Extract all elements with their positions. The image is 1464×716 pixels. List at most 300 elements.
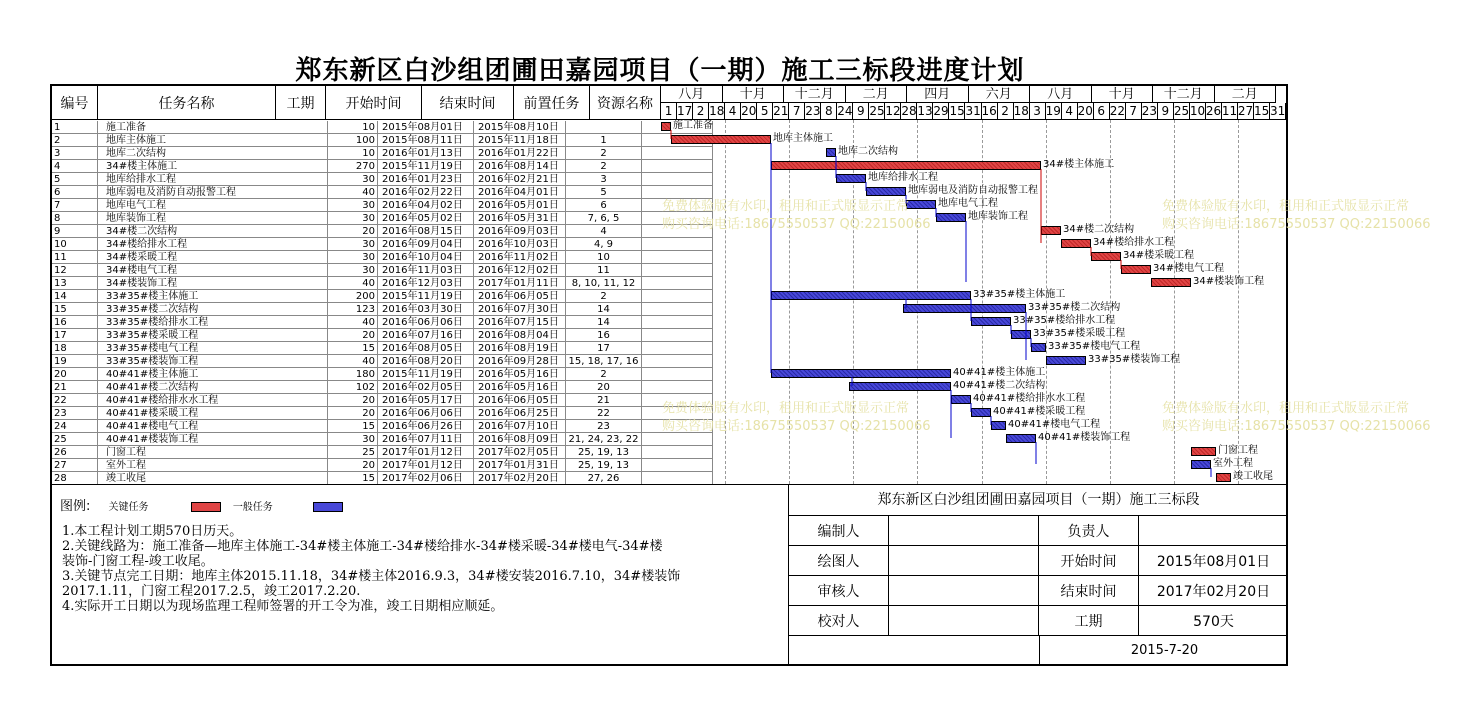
task-bar[interactable] xyxy=(826,148,836,157)
title-block-title: 郑东新区白沙组团圃田嘉园项目（一期）施工三标段 xyxy=(789,485,1288,516)
timeline-day: 25 xyxy=(1173,104,1190,118)
cell-name: 33#35#楼采暖工程 xyxy=(98,329,328,342)
cell-id: 19 xyxy=(52,355,98,368)
task-bar[interactable] xyxy=(1031,343,1046,352)
cell-pred: 2 xyxy=(566,160,642,173)
cell-start: 2016年07月11日 xyxy=(378,433,474,446)
timeline-month: 四月 xyxy=(907,86,969,103)
task-bar[interactable] xyxy=(771,161,1041,170)
table-row[interactable] xyxy=(52,316,661,329)
cell-start: 2015年11月19日 xyxy=(378,160,474,173)
table-row[interactable] xyxy=(52,277,661,290)
task-bar-label: 竣工收尾 xyxy=(1233,471,1273,482)
task-bar[interactable] xyxy=(1191,447,1216,456)
task-bar-label: 室外工程 xyxy=(1213,458,1253,469)
cell-duration: 10 xyxy=(328,121,378,134)
cell-start: 2016年10月04日 xyxy=(378,251,474,264)
cell-pred: 8, 10, 11, 12 xyxy=(566,277,642,290)
legend-crit-label: 关键任务 xyxy=(108,502,149,513)
table-row[interactable] xyxy=(52,173,661,186)
cell-pred: 5 xyxy=(566,186,642,199)
cell-start: 2016年05月17日 xyxy=(378,394,474,407)
task-bar-label: 33#35#楼采暖工程 xyxy=(1033,328,1126,339)
note-2: 2.关键线路为：施工准备—地库主体施工-34#楼主体施工-34#楼给排水-34#楼采暖-34#楼电气-34#楼 装饰-门窗工程-竣工收尾。 xyxy=(62,539,663,569)
table-row[interactable] xyxy=(52,342,661,355)
cell-name: 室外工程 xyxy=(98,459,328,472)
task-bar-label: 地库主体施工 xyxy=(773,133,833,144)
task-bar[interactable] xyxy=(1006,434,1036,443)
timeline-day: 6 xyxy=(1094,103,1110,120)
task-bar[interactable] xyxy=(1061,239,1091,248)
table-row[interactable] xyxy=(52,186,661,199)
cell-pred: 22 xyxy=(566,407,642,420)
cell-duration: 270 xyxy=(328,160,378,173)
cell-end: 2015年08月10日 xyxy=(474,121,566,134)
cell-pred: 21, 24, 23, 22 xyxy=(566,433,642,446)
cell-name: 33#35#楼电气工程 xyxy=(98,342,328,355)
task-bar-label: 40#41#楼电气工程 xyxy=(1008,419,1101,430)
task-bar[interactable] xyxy=(866,187,906,196)
table-row[interactable] xyxy=(52,290,661,303)
cell-duration: 30 xyxy=(328,433,378,446)
timeline-month: 八月 xyxy=(1030,86,1092,103)
timeline-day: 31 xyxy=(1269,104,1286,118)
task-bar[interactable] xyxy=(671,135,771,144)
cell-duration: 40 xyxy=(328,186,378,199)
cell-start: 2017年02月06日 xyxy=(378,472,474,485)
owner-value[interactable] xyxy=(1139,516,1288,546)
timeline-day: 11 xyxy=(1221,104,1238,118)
timeline-day: 26 xyxy=(1205,104,1222,118)
timeline-day: 27 xyxy=(1237,104,1254,118)
cell-name: 34#楼电气工程 xyxy=(98,264,328,277)
task-bar[interactable] xyxy=(903,304,1026,313)
cell-id: 26 xyxy=(52,446,98,459)
task-bar[interactable] xyxy=(1011,330,1031,339)
table-row[interactable] xyxy=(52,251,661,264)
cell-name: 33#35#楼装饰工程 xyxy=(98,355,328,368)
task-bar[interactable] xyxy=(661,122,671,131)
task-bar[interactable] xyxy=(771,369,951,378)
grid-line xyxy=(982,120,983,484)
cell-end: 2016年02月21日 xyxy=(474,173,566,186)
cell-duration: 10 xyxy=(328,147,378,160)
task-bar[interactable] xyxy=(1151,278,1191,287)
duration-value: 570天 xyxy=(1139,606,1288,636)
cell-pred: 4, 9 xyxy=(566,238,642,251)
cell-end: 2016年11月02日 xyxy=(474,251,566,264)
cell-start: 2016年08月20日 xyxy=(378,355,474,368)
cell-id: 24 xyxy=(52,420,98,433)
reviewer-value[interactable] xyxy=(889,576,1039,606)
watermark-3: 免费体验版有水印，租用和正式版显示正常 购买咨询电话:18675550537 QQ:22150066 xyxy=(662,401,931,434)
cell-end: 2016年08月19日 xyxy=(474,342,566,355)
cell-id: 1 xyxy=(52,121,98,134)
task-bar-label: 地库弱电及消防自动报警工程 xyxy=(908,185,1038,196)
timeline-day: 18 xyxy=(709,104,725,118)
cell-id: 22 xyxy=(52,394,98,407)
compiler-value[interactable] xyxy=(889,516,1039,546)
table-row[interactable] xyxy=(52,368,661,381)
cell-pred: 14 xyxy=(566,316,642,329)
cell-pred: 14 xyxy=(566,303,642,316)
timeline-day: 3 xyxy=(1030,103,1046,120)
cell-duration: 30 xyxy=(328,264,378,277)
checker-label: 校对人 xyxy=(789,606,889,636)
cell-name: 34#楼装饰工程 xyxy=(98,277,328,290)
timeline-day: 2 xyxy=(998,103,1014,120)
timeline-day: 25 xyxy=(869,104,885,118)
plan-date: 2015-7-20 xyxy=(1039,636,1289,665)
task-bar-label: 40#41#楼采暖工程 xyxy=(993,406,1086,417)
task-bar-label: 33#35#楼给排水工程 xyxy=(1013,315,1116,326)
cell-name: 地库二次结构 xyxy=(98,147,328,160)
cell-name: 地库主体施工 xyxy=(98,134,328,147)
drafter-label: 绘图人 xyxy=(789,546,889,576)
table-row[interactable] xyxy=(52,381,661,394)
cell-end: 2016年07月10日 xyxy=(474,420,566,433)
cell-pred: 21 xyxy=(566,394,642,407)
cell-pred: 4 xyxy=(566,225,642,238)
timeline-day: 10 xyxy=(1189,104,1206,118)
cell-start: 2016年06月06日 xyxy=(378,407,474,420)
timeline-day: 29 xyxy=(933,104,949,118)
cell-end: 2017年02月05日 xyxy=(474,446,566,459)
task-bar-label: 地库装饰工程 xyxy=(968,211,1028,222)
timeline-month: 十月 xyxy=(1092,86,1154,103)
timeline-day: 5 xyxy=(757,103,773,120)
cell-name: 33#35#楼主体施工 xyxy=(98,290,328,303)
cell-pred: 7, 6, 5 xyxy=(566,212,642,225)
cell-name: 34#楼给排水工程 xyxy=(98,238,328,251)
cell-duration: 200 xyxy=(328,290,378,303)
timeline-day: 9 xyxy=(1158,103,1174,120)
cell-end: 2017年02月20日 xyxy=(474,472,566,485)
timeline-day: 7 xyxy=(1126,103,1142,120)
cell-name: 40#41#楼主体施工 xyxy=(98,368,328,381)
cell-start: 2017年01月12日 xyxy=(378,446,474,459)
cell-end: 2016年06月05日 xyxy=(474,290,566,303)
task-bar[interactable] xyxy=(1046,356,1086,365)
task-bar-label: 地库给排水工程 xyxy=(868,172,938,183)
task-bar[interactable] xyxy=(1041,226,1061,235)
cell-duration: 20 xyxy=(328,407,378,420)
cell-id: 10 xyxy=(52,238,98,251)
col-header-pred[interactable]: 前置任务 xyxy=(514,86,590,120)
end-value: 2017年02月20日 xyxy=(1139,576,1288,606)
note-1: 1.本工程计划工期570日历天。 xyxy=(62,524,243,539)
cell-pred: 20 xyxy=(566,381,642,394)
table-row[interactable] xyxy=(52,329,661,342)
task-bar[interactable] xyxy=(991,421,1006,430)
end-label: 结束时间 xyxy=(1039,576,1139,606)
cell-name: 门窗工程 xyxy=(98,446,328,459)
table-row[interactable] xyxy=(52,160,661,173)
cell-end: 2016年05月01日 xyxy=(474,199,566,212)
cell-pred: 2 xyxy=(566,368,642,381)
table-row[interactable] xyxy=(52,238,661,251)
timeline-month: 二月 xyxy=(846,86,908,103)
note-3: 3.关键节点完工日期：地库主体2015.11.18，34#楼主体2016.9.3，34#楼安装2016.7.10，34#楼装饰 2017.1.11，门窗工程2017.2.5，竣工2017.2.20. xyxy=(62,569,681,599)
timeline-day: 2 xyxy=(693,103,709,120)
timeline-day: 24 xyxy=(837,104,853,118)
cell-pred: 25, 19, 13 xyxy=(566,459,642,472)
col-header-id[interactable]: 编号 xyxy=(52,86,98,120)
table-row[interactable] xyxy=(52,147,661,160)
cell-end: 2016年07月30日 xyxy=(474,303,566,316)
cell-start: 2016年11月03日 xyxy=(378,264,474,277)
cell-end: 2016年05月16日 xyxy=(474,368,566,381)
cell-duration: 40 xyxy=(328,277,378,290)
legend-crit-swatch xyxy=(191,502,221,512)
cell-start: 2017年01月12日 xyxy=(378,459,474,472)
task-bar-label: 34#楼采暖工程 xyxy=(1123,250,1195,261)
timeline-month: 八月 xyxy=(661,86,723,103)
col-header-start[interactable]: 开始时间 xyxy=(326,86,422,120)
cell-name: 地库电气工程 xyxy=(98,199,328,212)
cell-name: 地库装饰工程 xyxy=(98,212,328,225)
timeline-day: 4 xyxy=(725,103,741,120)
timeline-month: 六月 xyxy=(969,86,1031,103)
task-bar[interactable] xyxy=(1191,460,1211,469)
cell-start: 2016年01月13日 xyxy=(378,147,474,160)
table-row[interactable] xyxy=(52,420,661,433)
task-bar-label: 40#41#楼二次结构 xyxy=(953,380,1046,391)
table-row[interactable] xyxy=(52,225,661,238)
timeline-day: 1 xyxy=(661,103,677,120)
cell-id: 11 xyxy=(52,251,98,264)
cell-end: 2016年10月03日 xyxy=(474,238,566,251)
cell-id: 17 xyxy=(52,329,98,342)
task-bar-label: 施工准备 xyxy=(673,120,713,131)
cell-start: 2016年08月15日 xyxy=(378,225,474,238)
table-row[interactable] xyxy=(52,446,661,459)
title-block xyxy=(788,485,1289,666)
checker-value[interactable] xyxy=(889,606,1039,636)
col-header-resource[interactable]: 资源名称 xyxy=(590,86,661,120)
timeline-day: 18 xyxy=(1013,104,1029,118)
cell-name: 40#41#楼采暖工程 xyxy=(98,407,328,420)
cell-name: 34#楼主体施工 xyxy=(98,160,328,173)
col-header-name[interactable]: 任务名称 xyxy=(98,86,276,120)
compiler-label: 编制人 xyxy=(789,516,889,546)
cell-start: 2016年12月03日 xyxy=(378,277,474,290)
cell-name: 40#41#楼装饰工程 xyxy=(98,433,328,446)
timeline-day: 23 xyxy=(1141,104,1158,118)
cell-start: 2016年03月30日 xyxy=(378,303,474,316)
cell-duration: 30 xyxy=(328,251,378,264)
cell-name: 地库给排水工程 xyxy=(98,173,328,186)
cell-start: 2016年04月02日 xyxy=(378,199,474,212)
cell-id: 2 xyxy=(52,134,98,147)
owner-label: 负责人 xyxy=(1039,516,1139,546)
cell-start: 2015年11月19日 xyxy=(378,290,474,303)
timeline-day: 17 xyxy=(677,104,693,118)
start-label: 开始时间 xyxy=(1039,546,1139,576)
cell-start: 2016年06月06日 xyxy=(378,316,474,329)
cell-end: 2016年08月09日 xyxy=(474,433,566,446)
cell-duration: 30 xyxy=(328,173,378,186)
task-bar-label: 40#41#楼给排水水工程 xyxy=(973,393,1086,404)
cell-name: 34#楼采暖工程 xyxy=(98,251,328,264)
cell-end: 2016年05月31日 xyxy=(474,212,566,225)
cell-end: 2016年07月15日 xyxy=(474,316,566,329)
task-bar-label: 40#41#楼主体施工 xyxy=(953,367,1046,378)
task-bar[interactable] xyxy=(1216,473,1231,482)
timeline-month: 十月 xyxy=(723,86,785,103)
cell-pred: 3 xyxy=(566,173,642,186)
timeline-day: 22 xyxy=(1109,104,1125,118)
cell-end: 2016年12月02日 xyxy=(474,264,566,277)
watermark-1: 免费体验版有水印，租用和正式版显示正常 购买咨询电话:18675550537 QQ:22150066 xyxy=(662,199,931,232)
start-value: 2015年08月01日 xyxy=(1139,546,1288,576)
cell-name: 40#41#楼电气工程 xyxy=(98,420,328,433)
cell-pred: 2 xyxy=(566,147,642,160)
task-bar-label: 地库电气工程 xyxy=(938,198,998,209)
table-row[interactable] xyxy=(52,355,661,368)
cell-duration: 180 xyxy=(328,368,378,381)
cell-end: 2016年09月03日 xyxy=(474,225,566,238)
timeline-day: 15 xyxy=(1253,104,1270,118)
cell-end: 2015年11月18日 xyxy=(474,134,566,147)
cell-id: 23 xyxy=(52,407,98,420)
cell-pred: 10 xyxy=(566,251,642,264)
cell-id: 25 xyxy=(52,433,98,446)
cell-end: 2016年06月25日 xyxy=(474,407,566,420)
cell-duration: 15 xyxy=(328,420,378,433)
cell-end: 2017年01月11日 xyxy=(474,277,566,290)
cell-pred xyxy=(566,121,642,134)
cell-duration: 30 xyxy=(328,212,378,225)
task-bar[interactable] xyxy=(951,395,971,404)
cell-duration: 15 xyxy=(328,342,378,355)
table-row[interactable] xyxy=(52,199,661,212)
cell-start: 2016年01月23日 xyxy=(378,173,474,186)
task-bar-label: 34#楼电气工程 xyxy=(1153,263,1225,274)
cell-start: 2015年08月11日 xyxy=(378,134,474,147)
notes xyxy=(62,524,782,614)
cell-end: 2016年04月01日 xyxy=(474,186,566,199)
task-bar[interactable] xyxy=(971,317,1011,326)
drafter-value[interactable] xyxy=(889,546,1039,576)
reviewer-label: 审核人 xyxy=(789,576,889,606)
timeline-day: 13 xyxy=(917,104,933,118)
timeline-month: 二月 xyxy=(1215,86,1277,103)
task-bar-label: 34#楼装饰工程 xyxy=(1193,276,1265,287)
legend-norm-swatch xyxy=(313,502,343,512)
cell-name: 施工准备 xyxy=(98,121,328,134)
timeline-day: 9 xyxy=(853,103,869,120)
task-bar[interactable] xyxy=(971,408,991,417)
cell-pred: 1 xyxy=(566,134,642,147)
cell-name: 33#35#楼给排水工程 xyxy=(98,316,328,329)
table-row[interactable] xyxy=(52,303,661,316)
task-bar-label: 33#35#楼主体施工 xyxy=(973,289,1066,300)
timeline-day: 7 xyxy=(789,103,805,120)
cell-end: 2016年08月04日 xyxy=(474,329,566,342)
task-bar[interactable] xyxy=(936,213,966,222)
cell-pred: 2 xyxy=(566,290,642,303)
cell-duration: 30 xyxy=(328,199,378,212)
task-bar[interactable] xyxy=(836,174,866,183)
cell-id: 5 xyxy=(52,173,98,186)
task-bar-label: 33#35#楼二次结构 xyxy=(1028,302,1121,313)
legend-norm-label: 一般任务 xyxy=(232,502,273,513)
cell-duration: 100 xyxy=(328,134,378,147)
cell-id: 13 xyxy=(52,277,98,290)
cell-end: 2016年08月14日 xyxy=(474,160,566,173)
cell-pred: 25, 19, 13 xyxy=(566,446,642,459)
cell-id: 27 xyxy=(52,459,98,472)
cell-end: 2016年01月22日 xyxy=(474,147,566,160)
task-bar[interactable] xyxy=(849,382,951,391)
cell-pred: 11 xyxy=(566,264,642,277)
timeline-day: 8 xyxy=(821,103,837,120)
table-row[interactable] xyxy=(52,134,661,147)
cell-end: 2016年06月05日 xyxy=(474,394,566,407)
cell-start: 2016年02月05日 xyxy=(378,381,474,394)
watermark-2: 免费体验版有水印，租用和正式版显示正常 购买咨询电话:18675550537 QQ:22150066 xyxy=(1162,199,1431,232)
timeline-day: 15 xyxy=(949,104,965,118)
cell-duration: 40 xyxy=(328,355,378,368)
cell-duration: 20 xyxy=(328,459,378,472)
cell-name: 竣工收尾 xyxy=(98,472,328,485)
cell-end: 2017年01月31日 xyxy=(474,459,566,472)
cell-duration: 25 xyxy=(328,446,378,459)
task-bar-label: 33#35#楼电气工程 xyxy=(1048,341,1141,352)
timeline-day: 21 xyxy=(773,104,789,118)
timeline-day: 16 xyxy=(981,104,997,118)
cell-start: 2016年09月04日 xyxy=(378,238,474,251)
cell-start: 2016年06月26日 xyxy=(378,420,474,433)
table-row[interactable] xyxy=(52,433,661,446)
cell-start: 2016年07月16日 xyxy=(378,329,474,342)
timeline-day: 19 xyxy=(1045,104,1061,118)
col-header-end[interactable]: 结束时间 xyxy=(422,86,514,120)
cell-id: 7 xyxy=(52,199,98,212)
task-bar-label: 40#41#楼装饰工程 xyxy=(1038,432,1131,443)
cell-pred: 17 xyxy=(566,342,642,355)
col-header-duration[interactable]: 工期 xyxy=(276,86,326,120)
cell-id: 15 xyxy=(52,303,98,316)
cell-pred: 23 xyxy=(566,420,642,433)
cell-id: 8 xyxy=(52,212,98,225)
task-bar[interactable] xyxy=(1091,252,1121,261)
cell-duration: 20 xyxy=(328,329,378,342)
task-bar-label: 34#楼二次结构 xyxy=(1063,224,1135,235)
task-bar-label: 34#楼主体施工 xyxy=(1043,159,1115,170)
cell-start: 2016年08月05日 xyxy=(378,342,474,355)
table-row[interactable] xyxy=(52,121,661,134)
cell-start: 2016年05月02日 xyxy=(378,212,474,225)
timeline-day: 23 xyxy=(805,104,821,118)
table-row[interactable] xyxy=(52,212,661,225)
task-bar[interactable] xyxy=(1121,265,1151,274)
task-bar[interactable] xyxy=(771,291,971,300)
task-bar-label: 34#楼给排水工程 xyxy=(1093,237,1175,248)
timeline-day: 12 xyxy=(885,104,901,118)
cell-id: 3 xyxy=(52,147,98,160)
cell-duration: 40 xyxy=(328,316,378,329)
cell-id: 12 xyxy=(52,264,98,277)
cell-duration: 123 xyxy=(328,303,378,316)
table-row[interactable] xyxy=(52,407,661,420)
note-4: 4.实际开工日期以为现场监理工程师签署的开工令为准，竣工日期相应顺延。 xyxy=(62,599,504,614)
cell-name: 33#35#楼二次结构 xyxy=(98,303,328,316)
table-row[interactable] xyxy=(52,394,661,407)
table-row[interactable] xyxy=(52,264,661,277)
table-row[interactable] xyxy=(52,459,661,472)
